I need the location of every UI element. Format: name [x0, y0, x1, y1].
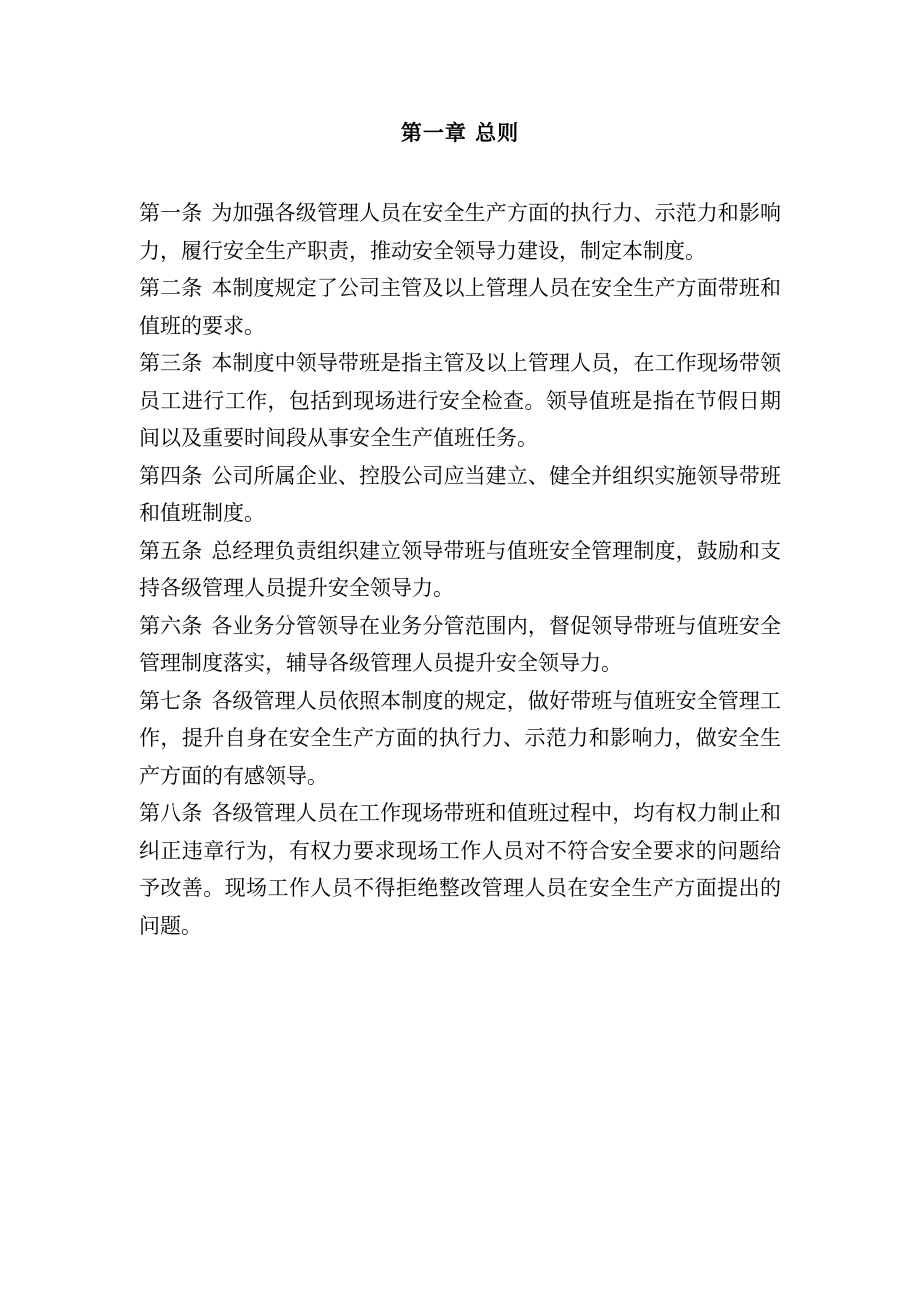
- article-text: 本制度规定了公司主管及以上管理人员在安全生产方面带班和值班的要求。: [139, 276, 781, 338]
- article-text: 各业务分管领导在业务分管范围内，督促领导带班与值班安全管理制度落实，辅导各级管理人员提升安全领导力。: [139, 613, 781, 675]
- chapter-title: 第一章 总则: [400, 120, 520, 145]
- article-3: [139, 345, 781, 458]
- article-number: 第二条: [139, 276, 203, 300]
- article-text: 公司所属企业、控股公司应当建立、健全并组织实施领导带班和值班制度。: [139, 463, 781, 525]
- article-4: [139, 458, 781, 533]
- article-number: 第三条: [139, 351, 203, 375]
- article-2: [139, 270, 781, 345]
- article-number: 第四条: [139, 463, 203, 488]
- article-text: 为加强各级管理人员在安全生产方面的执行力、示范力和影响力，履行安全生产职责，推动安全领导力建设，制定本制度。: [139, 201, 781, 263]
- article-number: 第七条: [139, 688, 203, 713]
- article-text: 本制度中领导带班是指主管及以上管理人员，在工作现场带领员工进行工作，包括到现场进行安全检查。领导值班是指在节假日期间以及重要时间段从事安全生产值班任务。: [139, 351, 781, 450]
- article-1: [139, 195, 781, 270]
- article-7: [139, 683, 781, 796]
- article-5: [139, 533, 781, 608]
- article-text: 各级管理人员依照本制度的规定，做好带班与值班安全管理工作，提升自身在安全生产方面的执行力、示范力和影响力，做安全生产方面的有感领导。: [139, 688, 781, 788]
- article-number: 第一条: [139, 201, 203, 225]
- article-text: 总经理负责组织建立领导带班与值班安全管理制度，鼓励和支持各级管理人员提升安全领导力。: [139, 538, 781, 600]
- article-number: 第六条: [139, 613, 203, 638]
- article-number: 第五条: [139, 538, 203, 563]
- article-number: 第八条: [139, 801, 203, 825]
- article-text: 各级管理人员在工作现场带班和值班过程中，均有权力制止和纠正违章行为，有权力要求现场工作人员对不符合安全要求的问题给予改善。现场工作人员不得拒绝整改管理人员在安全生产方面提出的问题。: [139, 801, 781, 938]
- article-list: [139, 195, 781, 945]
- article-8: [139, 795, 781, 945]
- article-6: [139, 608, 781, 683]
